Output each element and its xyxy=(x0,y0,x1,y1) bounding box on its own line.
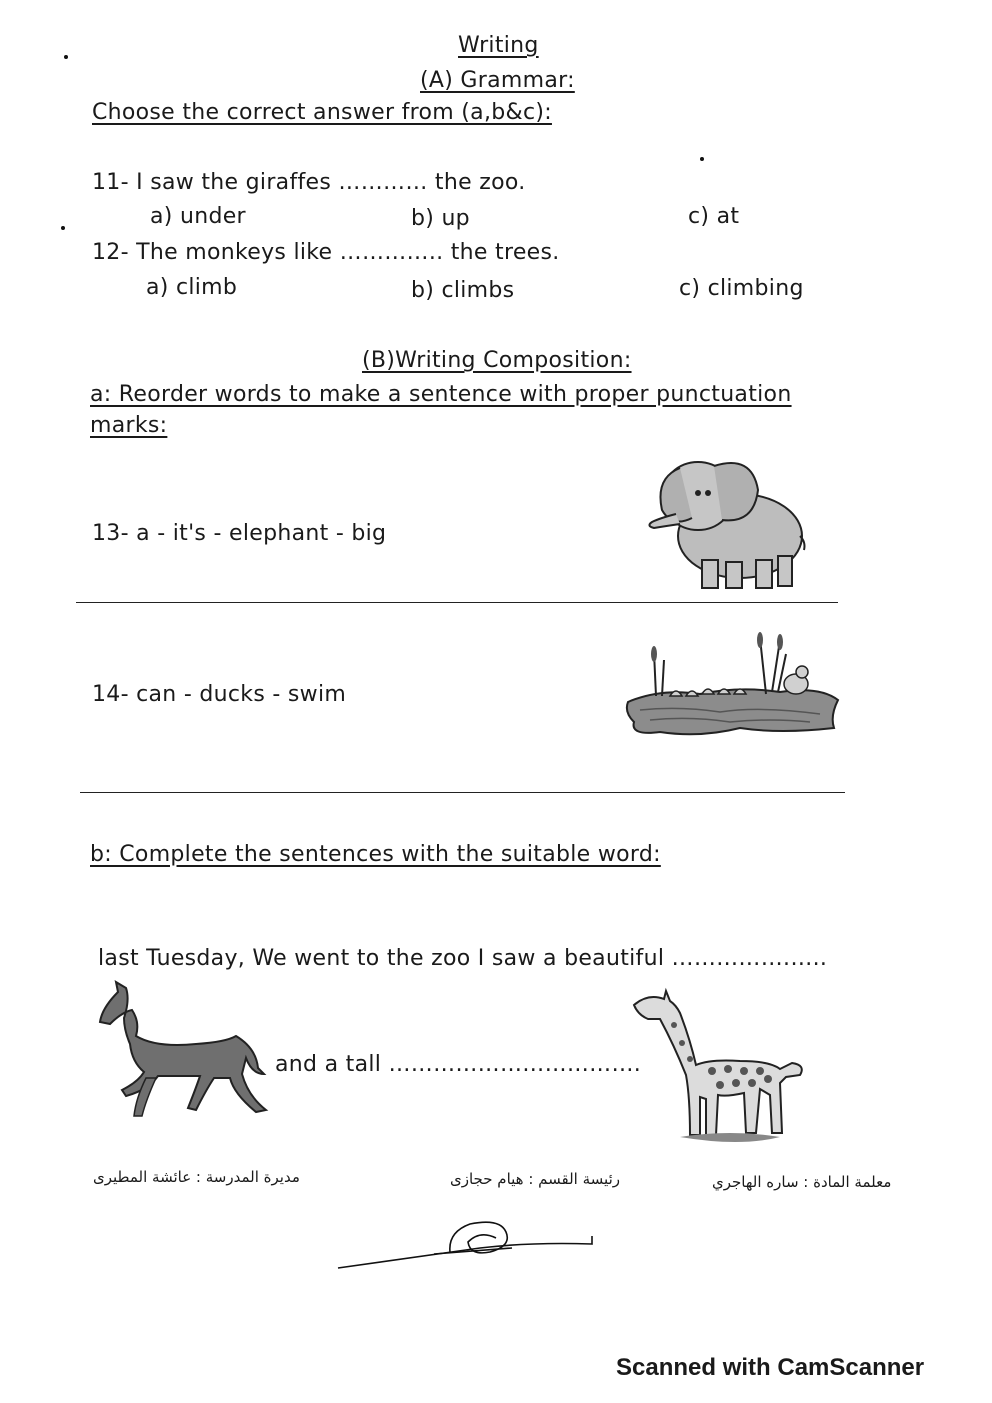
option-12-b: b) climbs xyxy=(411,278,515,303)
scan-speck xyxy=(64,55,68,59)
head-of-department-label: رئيسة القسم : هيام حجازى xyxy=(450,1170,620,1188)
option-11-a: a) under xyxy=(150,204,246,229)
giraffe-illustration xyxy=(630,985,812,1145)
principal-signature-label: مديرة المدرسة : عائشة المطيرى xyxy=(93,1168,300,1186)
section-grammar-heading: (A) Grammar: xyxy=(420,68,575,93)
elephant-illustration xyxy=(640,448,810,596)
handwritten-signature xyxy=(330,1212,602,1274)
grammar-instruction: Choose the correct answer from (a,b&c): xyxy=(92,100,552,125)
camscanner-watermark: Scanned with CamScanner xyxy=(616,1354,925,1381)
scan-speck xyxy=(700,157,704,161)
reorder-instruction-line2: marks: xyxy=(90,413,168,438)
question-number: 11- xyxy=(92,170,129,195)
option-11-c: c) at xyxy=(688,204,740,229)
sentence-line-2: and a tall ……………………………. xyxy=(275,1052,642,1077)
option-11-b: b) up xyxy=(411,206,470,231)
page-title: Writing xyxy=(458,33,539,58)
sentence-line-1: last Tuesday, We went to the zoo I saw a beautiful …………….….. xyxy=(98,946,828,971)
question-14: 14- can - ducks - swim xyxy=(92,682,347,707)
ducks-in-reeds-illustration xyxy=(620,630,842,745)
section-composition-heading: (B)Writing Composition: xyxy=(362,348,632,373)
complete-instruction: b: Complete the sentences with the suitable word: xyxy=(90,842,661,867)
question-12 xyxy=(92,240,560,265)
question-11 xyxy=(92,170,526,195)
answer-line-14 xyxy=(80,792,845,793)
question-13: 13- a - it's - elephant - big xyxy=(92,521,387,546)
teacher-label: معلمة المادة : ساره الهاجري xyxy=(712,1173,892,1191)
answer-line-13 xyxy=(76,602,838,603)
question-text: The monkeys like ………….. the trees. xyxy=(136,240,560,265)
reorder-instruction-line1: a: Reorder words to make a sentence with proper punctuation xyxy=(90,382,792,407)
option-12-a: a) climb xyxy=(146,275,238,300)
question-text: I saw the giraffes ………… the zoo. xyxy=(136,170,526,195)
question-number: 12- xyxy=(92,240,129,265)
scan-speck xyxy=(61,226,65,230)
option-12-c: c) climbing xyxy=(679,276,804,301)
horse-illustration xyxy=(96,978,272,1118)
